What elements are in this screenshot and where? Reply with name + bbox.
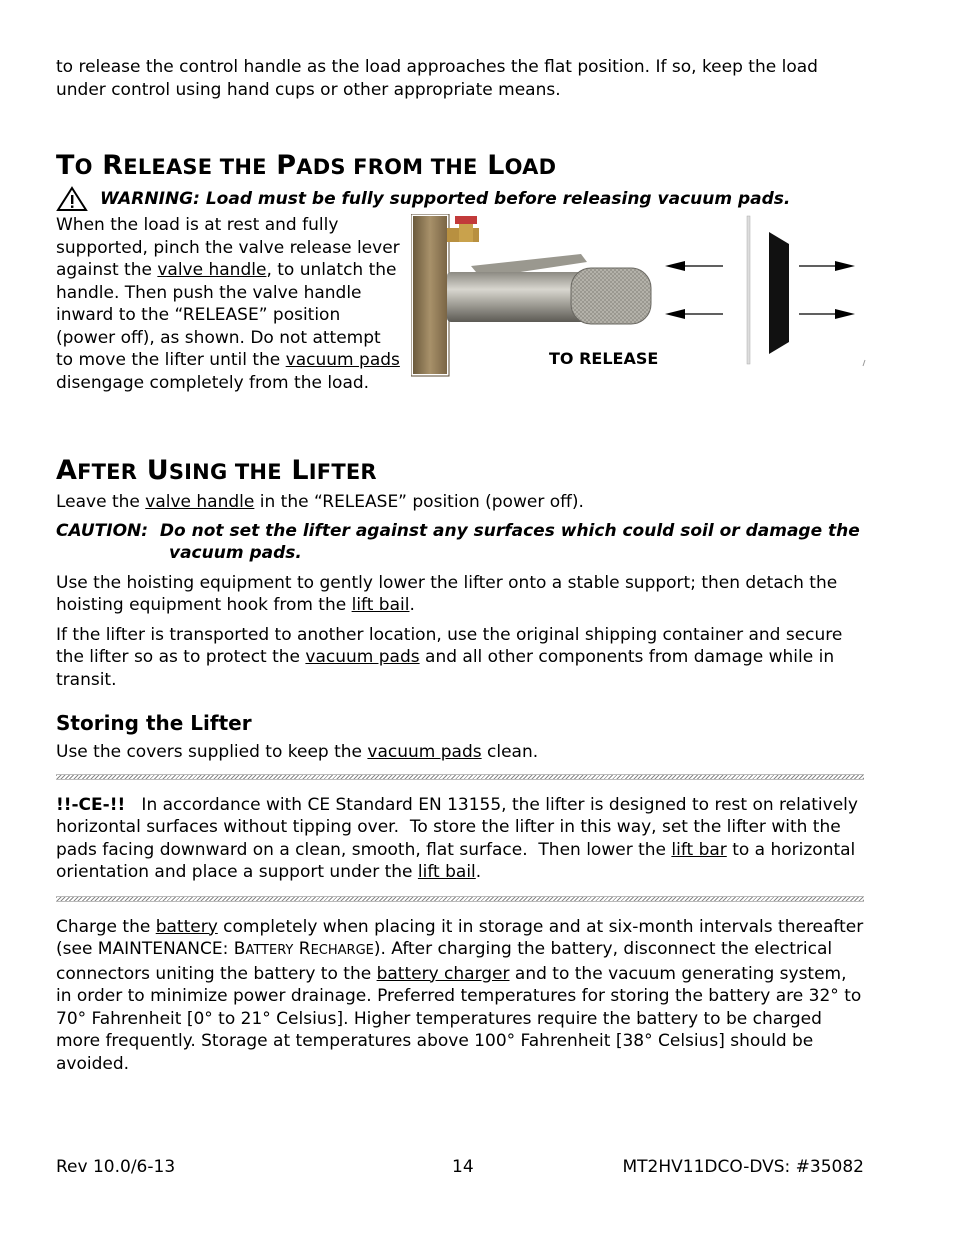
figure-caption: TO RELEASE (549, 349, 659, 368)
text-run: If the lifter is transported to another location, use the original shipping container and secure the lifter so as to protect the (56, 624, 843, 667)
heading-text: ELEASE THE (123, 155, 267, 179)
heading-letter: L (291, 455, 309, 486)
heading-letter: U (146, 455, 169, 486)
text-run: clean. (481, 742, 539, 762)
caution-label: CAUTION: (56, 520, 149, 541)
page-footer (56, 1156, 864, 1180)
after-paragraph-1 (56, 491, 864, 514)
warning-text: WARNING: Load must be fully supported before releasing vacuum pads. (100, 188, 791, 209)
text-run: ). After charging the battery, disconnect the electrical connectors uniting the battery to the (56, 939, 833, 984)
release-figure (411, 214, 866, 384)
text-run: . (409, 595, 415, 615)
heading-text: SING THE (168, 460, 282, 484)
text-run: Charge the (56, 916, 156, 937)
heading-letter: A (56, 455, 78, 486)
heading-letter: L (487, 150, 505, 181)
text-run: B (233, 939, 246, 959)
heading-letter: R (102, 150, 124, 181)
after-paragraph-2 (56, 572, 864, 617)
text-run: and to the vacuum generating system, in order to minimize power drainage. Preferred temperatures for storing the battery are 32° to 70° Fahrenheit [0° to 21° Celsius]. Higher temperatures require the battery to be charged more frequently. Storage at temperatures above 100° Fahrenheit [38° Celsius] should be avoided. (56, 963, 862, 1074)
lift-bar-link[interactable]: lift bar (671, 839, 727, 860)
footer-document-id: MT2HV11DCO-DVS: #35082 (622, 1157, 864, 1177)
divider (56, 896, 864, 902)
text-run: . (475, 862, 482, 882)
divider (56, 774, 864, 780)
heading-text: O (74, 155, 93, 179)
release-paragraph (56, 214, 401, 394)
caution-block (56, 520, 864, 565)
footer-page-number: 14 (452, 1157, 474, 1177)
text-run: , to unlatch the handle. Then push the valve handle inward to the “RELEASE” position (power off), as shown. Do not attempt to move the lifter until the (56, 260, 397, 370)
vacuum-pads-link[interactable]: vacuum pads (285, 350, 400, 370)
heading-letter: T (56, 150, 75, 181)
text-run: ECHARGE (310, 943, 374, 958)
ce-label: !!-CE-!! (56, 794, 126, 815)
after-paragraph-3 (56, 624, 864, 692)
text-run: disengage completely from the load. (56, 372, 370, 393)
after-heading (56, 456, 864, 487)
heading-text: ADS FROM THE (296, 155, 478, 179)
storing-paragraph-1 (56, 741, 864, 764)
text-run: When the load is at rest and fully supported, pinch the valve release lever against the (56, 215, 400, 280)
caution-text: Do not set the lifter against any surfaces which could soil or damage the (159, 520, 860, 541)
text-run: Leave the (56, 492, 146, 512)
lift-bail-link[interactable]: lift bail (417, 862, 476, 882)
heading-letter: P (276, 150, 297, 181)
battery-paragraph (56, 916, 864, 1076)
text-run: and all other components from damage while in transit. (56, 647, 835, 690)
text-run: Use the hoisting equipment to gently lower the lifter onto a stable support; then detach the hoisting equipment hook from the (56, 572, 838, 615)
battery-link[interactable]: battery (155, 916, 218, 937)
intro-paragraph: to release the control handle as the load approaches the flat position. If so, keep the load under control using hand cups or other appropriate means. (56, 57, 818, 100)
footer-revision: Rev 10.0/6-13 (56, 1157, 176, 1177)
heading-text: IFTER (308, 460, 377, 484)
battery-charger-link[interactable]: battery charger (376, 963, 510, 984)
lift-bail-link[interactable]: lift bail (351, 595, 410, 615)
heading-text: FTER (77, 460, 138, 484)
caution-line-2: vacuum pads. (169, 543, 302, 563)
warning-line (56, 186, 864, 212)
heading-text: OAD (504, 155, 557, 179)
vacuum-pads-link[interactable]: vacuum pads (367, 742, 482, 762)
release-heading (56, 151, 864, 182)
valve-handle-link[interactable]: valve handle (145, 492, 255, 512)
vacuum-pads-link[interactable]: vacuum pads (305, 647, 420, 667)
document-page (56, 56, 864, 1075)
warning-triangle-icon (56, 186, 88, 212)
valve-handle-link[interactable]: valve handle (157, 260, 267, 280)
caution-line-1 (56, 520, 864, 543)
text-run: ATTERY (245, 943, 294, 958)
text-run: in the “RELEASE” position (power off). (254, 492, 584, 512)
text-run: Use the covers supplied to keep the (56, 742, 368, 762)
text-run: In accordance with CE Standard EN 13155, the lifter is designed to rest on relatively horizontal surfaces without tipping over. To store the lifter in this way, set the lifter with the pads facing downward on a clean, smooth, flat surface. Then lower the (56, 794, 864, 860)
ce-paragraph (56, 794, 864, 884)
text-run: completely when placing it in storage and at six-month intervals thereafter (see MAINTENANCE: (56, 916, 864, 959)
text-run: R (298, 939, 311, 959)
release-block (56, 214, 864, 414)
text-run: to a horizontal orientation and place a support under the (56, 839, 856, 882)
storing-heading: Storing the Lifter (56, 711, 252, 735)
